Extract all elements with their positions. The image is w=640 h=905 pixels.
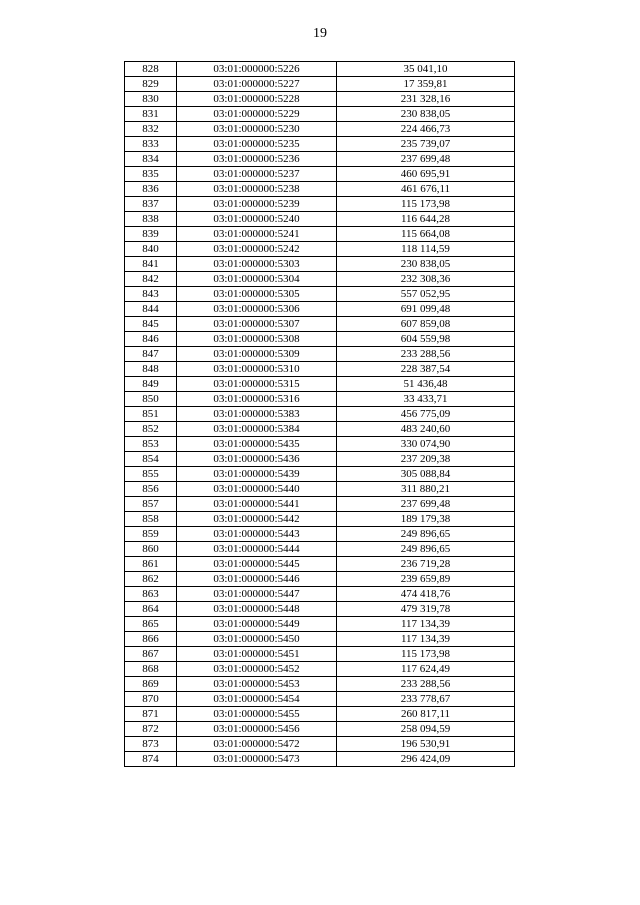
row-number-cell: 849 xyxy=(125,377,177,392)
cadastral-number-cell: 03:01:000000:5308 xyxy=(177,332,337,347)
value-cell: 311 880,21 xyxy=(337,482,515,497)
table-row xyxy=(125,77,515,92)
cadastral-number-cell: 03:01:000000:5315 xyxy=(177,377,337,392)
table-row xyxy=(125,632,515,647)
row-number-cell: 844 xyxy=(125,302,177,317)
cadastral-number-cell: 03:01:000000:5235 xyxy=(177,137,337,152)
row-number-cell: 832 xyxy=(125,122,177,137)
row-number-cell: 862 xyxy=(125,572,177,587)
table-row xyxy=(125,107,515,122)
cadastral-number-cell: 03:01:000000:5442 xyxy=(177,512,337,527)
row-number-cell: 830 xyxy=(125,92,177,107)
value-cell: 224 466,73 xyxy=(337,122,515,137)
cadastral-number-cell: 03:01:000000:5473 xyxy=(177,752,337,767)
table-row xyxy=(125,242,515,257)
cadastral-number-cell: 03:01:000000:5307 xyxy=(177,317,337,332)
table-row xyxy=(125,377,515,392)
cadastral-number-cell: 03:01:000000:5229 xyxy=(177,107,337,122)
table-row xyxy=(125,467,515,482)
cadastral-number-cell: 03:01:000000:5316 xyxy=(177,392,337,407)
value-cell: 460 695,91 xyxy=(337,167,515,182)
table-row xyxy=(125,497,515,512)
row-number-cell: 856 xyxy=(125,482,177,497)
value-cell: 237 699,48 xyxy=(337,497,515,512)
table-row xyxy=(125,602,515,617)
value-cell: 233 288,56 xyxy=(337,677,515,692)
row-number-cell: 829 xyxy=(125,77,177,92)
table-row xyxy=(125,152,515,167)
value-cell: 557 052,95 xyxy=(337,287,515,302)
cadastral-number-cell: 03:01:000000:5435 xyxy=(177,437,337,452)
value-cell: 118 114,59 xyxy=(337,242,515,257)
value-cell: 235 739,07 xyxy=(337,137,515,152)
cadastral-number-cell: 03:01:000000:5445 xyxy=(177,557,337,572)
cadastral-number-cell: 03:01:000000:5237 xyxy=(177,167,337,182)
table-row xyxy=(125,362,515,377)
value-cell: 305 088,84 xyxy=(337,467,515,482)
cadastral-number-cell: 03:01:000000:5456 xyxy=(177,722,337,737)
row-number-cell: 853 xyxy=(125,437,177,452)
cadastral-number-cell: 03:01:000000:5440 xyxy=(177,482,337,497)
value-cell: 230 838,05 xyxy=(337,257,515,272)
row-number-cell: 866 xyxy=(125,632,177,647)
table-row xyxy=(125,512,515,527)
cadastral-number-cell: 03:01:000000:5450 xyxy=(177,632,337,647)
cadastral-number-cell: 03:01:000000:5448 xyxy=(177,602,337,617)
cadastral-number-cell: 03:01:000000:5304 xyxy=(177,272,337,287)
table-row xyxy=(125,227,515,242)
row-number-cell: 870 xyxy=(125,692,177,707)
value-cell: 296 424,09 xyxy=(337,752,515,767)
value-cell: 236 719,28 xyxy=(337,557,515,572)
cadastral-number-cell: 03:01:000000:5447 xyxy=(177,587,337,602)
row-number-cell: 846 xyxy=(125,332,177,347)
table-row xyxy=(125,182,515,197)
cadastral-number-cell: 03:01:000000:5303 xyxy=(177,257,337,272)
table-row xyxy=(125,392,515,407)
row-number-cell: 843 xyxy=(125,287,177,302)
cadastral-number-cell: 03:01:000000:5452 xyxy=(177,662,337,677)
value-cell: 237 699,48 xyxy=(337,152,515,167)
value-cell: 233 288,56 xyxy=(337,347,515,362)
table-row xyxy=(125,437,515,452)
cadastral-number-cell: 03:01:000000:5446 xyxy=(177,572,337,587)
row-number-cell: 867 xyxy=(125,647,177,662)
value-cell: 228 387,54 xyxy=(337,362,515,377)
value-cell: 230 838,05 xyxy=(337,107,515,122)
row-number-cell: 855 xyxy=(125,467,177,482)
value-cell: 115 173,98 xyxy=(337,647,515,662)
row-number-cell: 854 xyxy=(125,452,177,467)
value-cell: 115 173,98 xyxy=(337,197,515,212)
table-row xyxy=(125,737,515,752)
cadastral-number-cell: 03:01:000000:5227 xyxy=(177,77,337,92)
value-cell: 258 094,59 xyxy=(337,722,515,737)
row-number-cell: 839 xyxy=(125,227,177,242)
cadastral-value-table xyxy=(124,61,515,767)
value-cell: 233 778,67 xyxy=(337,692,515,707)
cadastral-number-cell: 03:01:000000:5305 xyxy=(177,287,337,302)
value-cell: 461 676,11 xyxy=(337,182,515,197)
value-cell: 604 559,98 xyxy=(337,332,515,347)
table-row xyxy=(125,317,515,332)
cadastral-number-cell: 03:01:000000:5443 xyxy=(177,527,337,542)
table-row xyxy=(125,197,515,212)
cadastral-number-cell: 03:01:000000:5226 xyxy=(177,62,337,77)
row-number-cell: 874 xyxy=(125,752,177,767)
row-number-cell: 837 xyxy=(125,197,177,212)
table-row xyxy=(125,677,515,692)
cadastral-number-cell: 03:01:000000:5239 xyxy=(177,197,337,212)
cadastral-number-cell: 03:01:000000:5238 xyxy=(177,182,337,197)
row-number-cell: 873 xyxy=(125,737,177,752)
cadastral-number-cell: 03:01:000000:5384 xyxy=(177,422,337,437)
cadastral-number-cell: 03:01:000000:5236 xyxy=(177,152,337,167)
row-number-cell: 833 xyxy=(125,137,177,152)
value-cell: 35 041,10 xyxy=(337,62,515,77)
table-row xyxy=(125,482,515,497)
cadastral-number-cell: 03:01:000000:5472 xyxy=(177,737,337,752)
table-row xyxy=(125,692,515,707)
row-number-cell: 842 xyxy=(125,272,177,287)
row-number-cell: 858 xyxy=(125,512,177,527)
cadastral-number-cell: 03:01:000000:5240 xyxy=(177,212,337,227)
row-number-cell: 871 xyxy=(125,707,177,722)
table-row xyxy=(125,647,515,662)
row-number-cell: 841 xyxy=(125,257,177,272)
cadastral-number-cell: 03:01:000000:5455 xyxy=(177,707,337,722)
cadastral-number-cell: 03:01:000000:5444 xyxy=(177,542,337,557)
row-number-cell: 861 xyxy=(125,557,177,572)
cadastral-number-cell: 03:01:000000:5241 xyxy=(177,227,337,242)
table-row xyxy=(125,407,515,422)
cadastral-number-cell: 03:01:000000:5306 xyxy=(177,302,337,317)
row-number-cell: 850 xyxy=(125,392,177,407)
table-row xyxy=(125,752,515,767)
row-number-cell: 852 xyxy=(125,422,177,437)
table-row xyxy=(125,542,515,557)
value-cell: 479 319,78 xyxy=(337,602,515,617)
row-number-cell: 860 xyxy=(125,542,177,557)
table-row xyxy=(125,587,515,602)
cadastral-number-cell: 03:01:000000:5454 xyxy=(177,692,337,707)
value-cell: 249 896,65 xyxy=(337,542,515,557)
table-row xyxy=(125,422,515,437)
table-row xyxy=(125,557,515,572)
value-cell: 115 664,08 xyxy=(337,227,515,242)
cadastral-number-cell: 03:01:000000:5441 xyxy=(177,497,337,512)
row-number-cell: 863 xyxy=(125,587,177,602)
row-number-cell: 847 xyxy=(125,347,177,362)
table-row xyxy=(125,137,515,152)
row-number-cell: 834 xyxy=(125,152,177,167)
table-row xyxy=(125,347,515,362)
value-cell: 249 896,65 xyxy=(337,527,515,542)
row-number-cell: 845 xyxy=(125,317,177,332)
table-row xyxy=(125,302,515,317)
value-cell: 691 099,48 xyxy=(337,302,515,317)
cadastral-number-cell: 03:01:000000:5228 xyxy=(177,92,337,107)
row-number-cell: 848 xyxy=(125,362,177,377)
value-cell: 232 308,36 xyxy=(337,272,515,287)
table-row xyxy=(125,332,515,347)
value-cell: 116 644,28 xyxy=(337,212,515,227)
row-number-cell: 859 xyxy=(125,527,177,542)
cadastral-number-cell: 03:01:000000:5436 xyxy=(177,452,337,467)
table-row xyxy=(125,527,515,542)
table-row xyxy=(125,257,515,272)
row-number-cell: 865 xyxy=(125,617,177,632)
value-cell: 456 775,09 xyxy=(337,407,515,422)
row-number-cell: 868 xyxy=(125,662,177,677)
value-cell: 51 436,48 xyxy=(337,377,515,392)
table-row xyxy=(125,722,515,737)
value-cell: 237 209,38 xyxy=(337,452,515,467)
value-cell: 117 134,39 xyxy=(337,617,515,632)
table-row xyxy=(125,452,515,467)
row-number-cell: 857 xyxy=(125,497,177,512)
table-row xyxy=(125,212,515,227)
row-number-cell: 838 xyxy=(125,212,177,227)
row-number-cell: 828 xyxy=(125,62,177,77)
row-number-cell: 836 xyxy=(125,182,177,197)
row-number-cell: 840 xyxy=(125,242,177,257)
table-row xyxy=(125,662,515,677)
table-row xyxy=(125,707,515,722)
value-cell: 483 240,60 xyxy=(337,422,515,437)
row-number-cell: 869 xyxy=(125,677,177,692)
value-cell: 189 179,38 xyxy=(337,512,515,527)
table-row xyxy=(125,287,515,302)
cadastral-number-cell: 03:01:000000:5449 xyxy=(177,617,337,632)
table-body xyxy=(125,62,515,767)
cadastral-number-cell: 03:01:000000:5439 xyxy=(177,467,337,482)
table-row xyxy=(125,617,515,632)
value-cell: 330 074,90 xyxy=(337,437,515,452)
page-number: 19 xyxy=(313,26,327,41)
row-number-cell: 835 xyxy=(125,167,177,182)
table-row xyxy=(125,272,515,287)
value-cell: 607 859,08 xyxy=(337,317,515,332)
table-row xyxy=(125,92,515,107)
value-cell: 474 418,76 xyxy=(337,587,515,602)
table-row xyxy=(125,572,515,587)
value-cell: 196 530,91 xyxy=(337,737,515,752)
row-number-cell: 864 xyxy=(125,602,177,617)
cadastral-number-cell: 03:01:000000:5242 xyxy=(177,242,337,257)
cadastral-number-cell: 03:01:000000:5230 xyxy=(177,122,337,137)
value-cell: 117 624,49 xyxy=(337,662,515,677)
value-cell: 239 659,89 xyxy=(337,572,515,587)
row-number-cell: 851 xyxy=(125,407,177,422)
cadastral-number-cell: 03:01:000000:5309 xyxy=(177,347,337,362)
row-number-cell: 872 xyxy=(125,722,177,737)
value-cell: 260 817,11 xyxy=(337,707,515,722)
row-number-cell: 831 xyxy=(125,107,177,122)
table-row xyxy=(125,62,515,77)
cadastral-number-cell: 03:01:000000:5310 xyxy=(177,362,337,377)
cadastral-number-cell: 03:01:000000:5451 xyxy=(177,647,337,662)
cadastral-number-cell: 03:01:000000:5453 xyxy=(177,677,337,692)
table-row xyxy=(125,167,515,182)
cadastral-number-cell: 03:01:000000:5383 xyxy=(177,407,337,422)
value-cell: 33 433,71 xyxy=(337,392,515,407)
value-cell: 231 328,16 xyxy=(337,92,515,107)
value-cell: 17 359,81 xyxy=(337,77,515,92)
value-cell: 117 134,39 xyxy=(337,632,515,647)
table-row xyxy=(125,122,515,137)
